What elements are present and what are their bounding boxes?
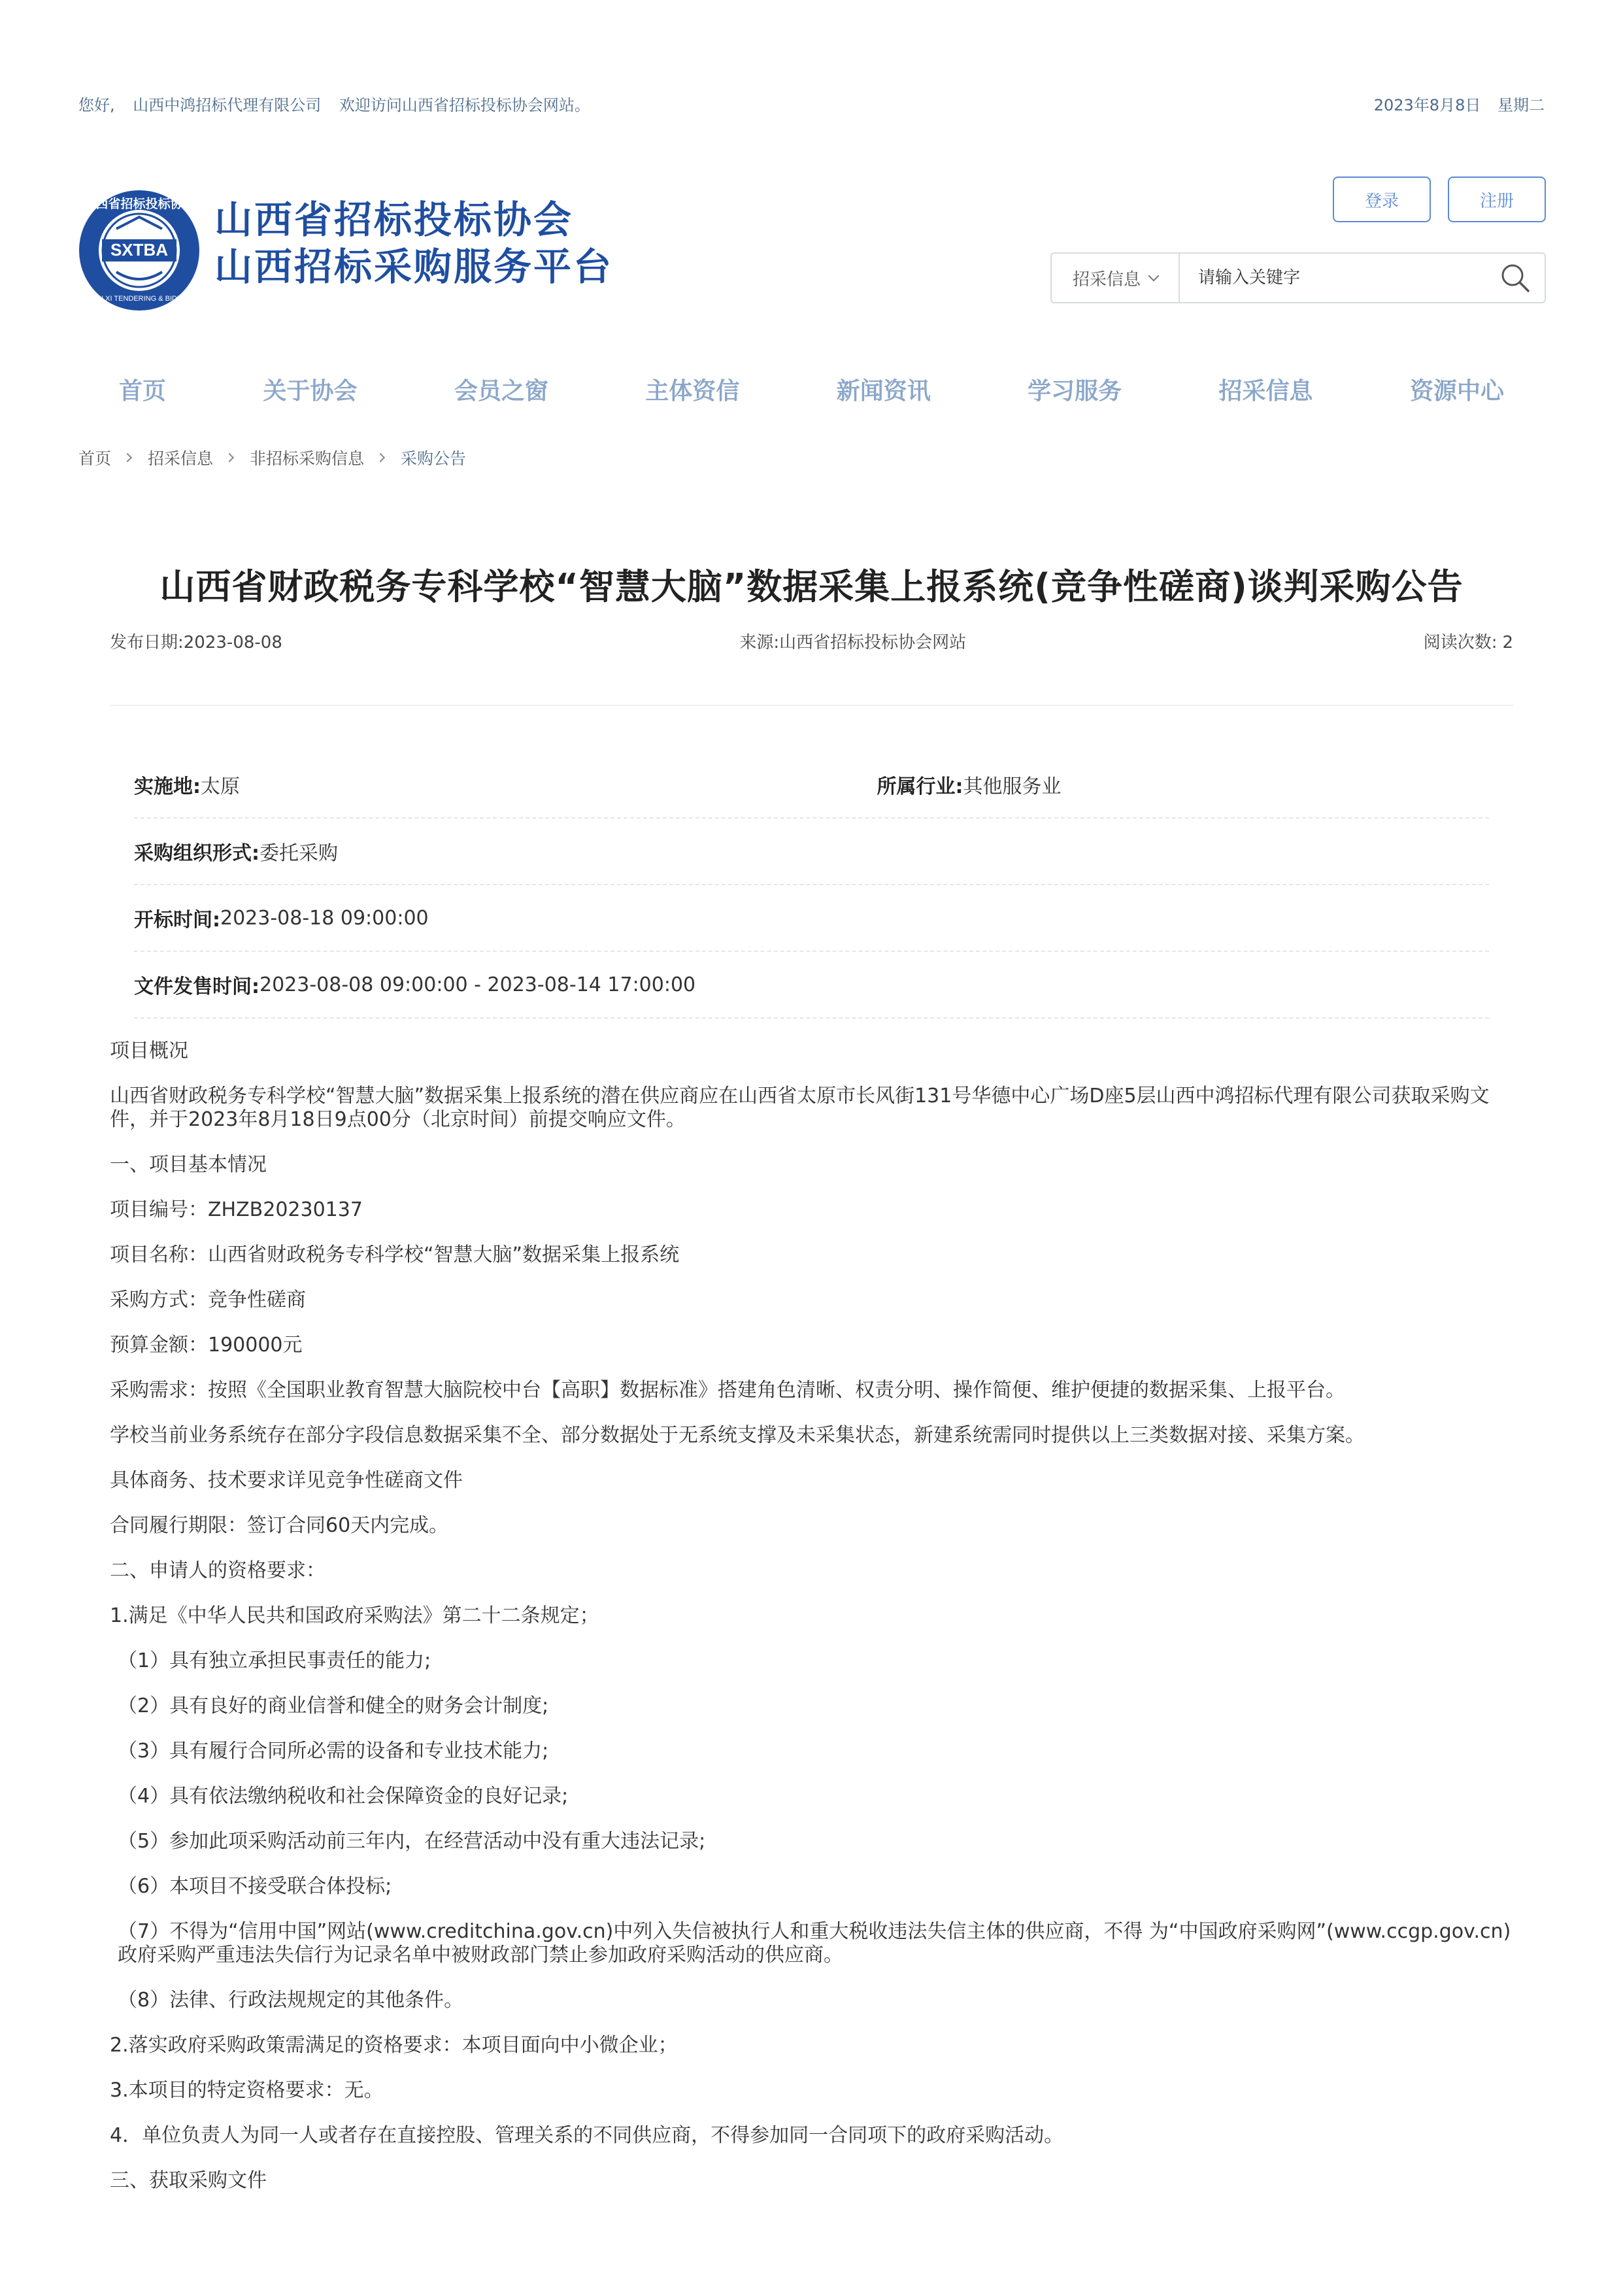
publish-date-value: 2023-08-08 bbox=[183, 633, 282, 652]
chevron-right-icon bbox=[376, 453, 385, 462]
publish-date bbox=[110, 629, 282, 655]
paragraph: 项目名称：山西省财政税务专科学校“智慧大脑”数据采集上报系统 bbox=[110, 1243, 680, 1266]
breadcrumb-non-tender[interactable]: 非招标采购信息 bbox=[250, 449, 365, 468]
source-label: 来源: bbox=[739, 633, 780, 652]
read-count-value: 2 bbox=[1502, 633, 1513, 652]
paragraph: 采购方式：竞争性磋商 bbox=[110, 1289, 306, 1311]
chevron-right-icon bbox=[123, 453, 132, 462]
divider bbox=[110, 705, 1513, 706]
seal-icon bbox=[77, 188, 201, 312]
paragraph: 采购需求：按照《全国职业教育智慧大脑院校中台【高职】数据标准》搭建角色清晰、权责分明、操作简便、维护便捷的数据采集、上报平台。 bbox=[110, 1379, 1345, 1402]
source-value: 山西省招标投标协会网站 bbox=[779, 633, 967, 652]
nav-item-learning[interactable]: 学习服务 bbox=[1028, 377, 1122, 405]
article-source bbox=[739, 629, 966, 655]
paragraph: 1.满足《中华人民共和国政府采购法》第二十二条规定； bbox=[110, 1604, 599, 1627]
welcome-text: 欢迎访问山西省招标投标协会网站。 bbox=[339, 95, 590, 114]
logo-title-line1: 山西省招标投标协会 bbox=[214, 197, 574, 242]
main-nav bbox=[78, 366, 1545, 412]
breadcrumb-current[interactable]: 采购公告 bbox=[401, 449, 467, 468]
seal-ring-bottom: SHAN XI TENDERING & BIDDING bbox=[83, 295, 195, 303]
date-text: 2023年8月8日 bbox=[1373, 95, 1481, 114]
search-input[interactable] bbox=[1180, 254, 1486, 302]
paragraph: 3.本项目的特定资格要求：无。 bbox=[110, 2079, 384, 2102]
breadcrumb bbox=[78, 445, 466, 471]
info-value: 2023-08-18 09:00:00 bbox=[220, 906, 429, 930]
nav-item-resources[interactable]: 资源中心 bbox=[1409, 377, 1504, 405]
user-company-name: 山西中鸿招标代理有限公司 bbox=[133, 95, 322, 114]
list-item: （5）参加此项采购活动前三年内，在经营活动中没有重大违法记录; bbox=[118, 1830, 706, 1853]
project-info-table bbox=[134, 752, 1489, 1019]
paragraph: 4．单位负责人为同一人或者存在直接控股、管理关系的不同供应商，不得参加同一合同项下的政府采购活动。 bbox=[110, 2124, 1064, 2147]
nav-item-about[interactable]: 关于协会 bbox=[263, 377, 358, 405]
list-item: （3）具有履行合同所必需的设备和专业技术能力; bbox=[118, 1740, 549, 1763]
section-heading: 一、项目基本情况 bbox=[110, 1153, 267, 1176]
seal-ring-top: 山西省招标投标协会 bbox=[83, 197, 195, 211]
list-item: （1）具有独立承担民事责任的能力; bbox=[118, 1649, 431, 1672]
search-button[interactable] bbox=[1486, 254, 1545, 302]
paragraph: 合同履行期限：签订合同60天内完成。 bbox=[110, 1514, 449, 1537]
search-category-select[interactable] bbox=[1052, 254, 1180, 302]
paragraph: 预算金额：190000元 bbox=[110, 1334, 303, 1357]
nav-item-home[interactable]: 首页 bbox=[119, 377, 167, 405]
seal-abbr: SXTBA bbox=[110, 240, 169, 260]
nav-item-credit[interactable]: 主体资信 bbox=[645, 377, 740, 405]
info-row bbox=[134, 752, 1489, 819]
article-meta bbox=[110, 629, 1513, 655]
section-heading: 项目概况 bbox=[110, 1039, 188, 1062]
page-title: 山西省财政税务专科学校“智慧大脑”数据采集上报系统(竞争性磋商)谈判采购公告 bbox=[159, 566, 1464, 607]
paragraph: 2.落实政府采购政策需满足的资格要求：本项目面向中小微企业； bbox=[110, 2034, 678, 2057]
paragraph-line: 件，并于2023年8月18日9点00分（北京时间）前提交响应文件。 bbox=[110, 1108, 686, 1131]
list-item: （6）本项目不接受联合体投标; bbox=[118, 1875, 392, 1898]
info-value: 其他服务业 bbox=[963, 775, 1062, 798]
info-industry bbox=[812, 770, 1490, 799]
paragraph-line: （7）不得为“信用中国”网站(www.creditchina.gov.cn)中列入失信被执行人和重大税收违法失信主体的供应商，不得 为“中国政府采购网”(www.ccgp.gov.cn) bbox=[118, 1920, 1511, 1943]
list-item: （4）具有依法缴纳税收和社会保障资金的良好记录; bbox=[118, 1785, 569, 1808]
info-label: 采购组织形式: bbox=[134, 842, 259, 865]
info-location bbox=[134, 770, 812, 799]
list-item: （2）具有良好的商业信誉和健全的财务会计制度; bbox=[118, 1695, 549, 1717]
info-value: 委托采购 bbox=[259, 842, 338, 865]
top-bar bbox=[78, 90, 1545, 116]
nav-item-members[interactable]: 会员之窗 bbox=[454, 377, 548, 405]
chevron-right-icon bbox=[225, 453, 234, 462]
info-label: 开标时间: bbox=[134, 909, 220, 932]
info-label: 所属行业: bbox=[877, 775, 963, 798]
info-row bbox=[134, 819, 1489, 885]
info-open-time bbox=[134, 903, 429, 932]
site-header bbox=[77, 177, 1546, 327]
info-value: 太原 bbox=[201, 775, 240, 798]
info-label: 文件发售时间: bbox=[134, 975, 259, 998]
breadcrumb-procurement[interactable]: 招采信息 bbox=[148, 449, 214, 468]
read-count-label: 阅读次数: bbox=[1423, 633, 1498, 652]
nav-item-procurement[interactable]: 招采信息 bbox=[1218, 377, 1313, 405]
article-body bbox=[110, 1039, 1513, 2214]
search-icon bbox=[1499, 262, 1531, 294]
info-label: 实施地: bbox=[134, 775, 201, 798]
login-button[interactable]: 登录 bbox=[1333, 177, 1431, 222]
info-row bbox=[134, 952, 1489, 1019]
list-item: （8）法律、行政法规规定的其他条件。 bbox=[118, 1989, 464, 2012]
paragraph-line: 山西省财政税务专科学校“智慧大脑”数据采集上报系统的潜在供应商应在山西省太原市长风街131号华德中心广场D座5层山西中鸿招标代理有限公司获取采购文 bbox=[110, 1085, 1490, 1107]
read-count bbox=[1424, 629, 1513, 655]
chevron-down-icon bbox=[1148, 271, 1160, 282]
paragraph bbox=[110, 1085, 1513, 1132]
greeting-text: 您好, bbox=[78, 95, 115, 114]
info-doc-time bbox=[134, 970, 695, 999]
weekday-text: 星期二 bbox=[1498, 95, 1545, 114]
publish-date-label: 发布日期: bbox=[110, 633, 184, 652]
paragraph: 项目编号：ZHZB20230137 bbox=[110, 1198, 363, 1221]
logo-title-line2: 山西招标采购服务平台 bbox=[214, 245, 614, 289]
search-category-label: 招采信息 bbox=[1072, 269, 1141, 290]
association-seal-logo[interactable] bbox=[77, 188, 201, 312]
paragraph: 具体商务、技术要求详见竞争性磋商文件 bbox=[110, 1469, 463, 1492]
info-value: 2023-08-08 09:00:00 - 2023-08-14 17:00:00 bbox=[259, 973, 696, 996]
site-logo-text[interactable] bbox=[214, 196, 613, 290]
section-heading: 三、获取采购文件 bbox=[110, 2169, 267, 2192]
breadcrumb-home[interactable]: 首页 bbox=[78, 449, 112, 468]
nav-item-news[interactable]: 新闻资讯 bbox=[836, 377, 931, 405]
current-date bbox=[1362, 92, 1545, 115]
auth-buttons bbox=[1333, 177, 1546, 222]
section-heading: 二、申请人的资格要求： bbox=[110, 1559, 326, 1582]
welcome-message bbox=[78, 92, 590, 115]
register-button[interactable]: 注册 bbox=[1448, 177, 1546, 222]
list-item bbox=[110, 1920, 1513, 1967]
info-row bbox=[134, 885, 1489, 952]
paragraph-line: 政府采购严重违法失信行为记录名单中被财政部门禁止参加政府采购活动的供应商。 bbox=[118, 1944, 843, 1967]
search-bar bbox=[1050, 252, 1546, 303]
info-org-form bbox=[134, 837, 338, 866]
paragraph: 学校当前业务系统存在部分字段信息数据采集不全、部分数据处于无系统支撑及未采集状态，新建系统需同时提供以上三类数据对接、采集方案。 bbox=[110, 1424, 1365, 1447]
